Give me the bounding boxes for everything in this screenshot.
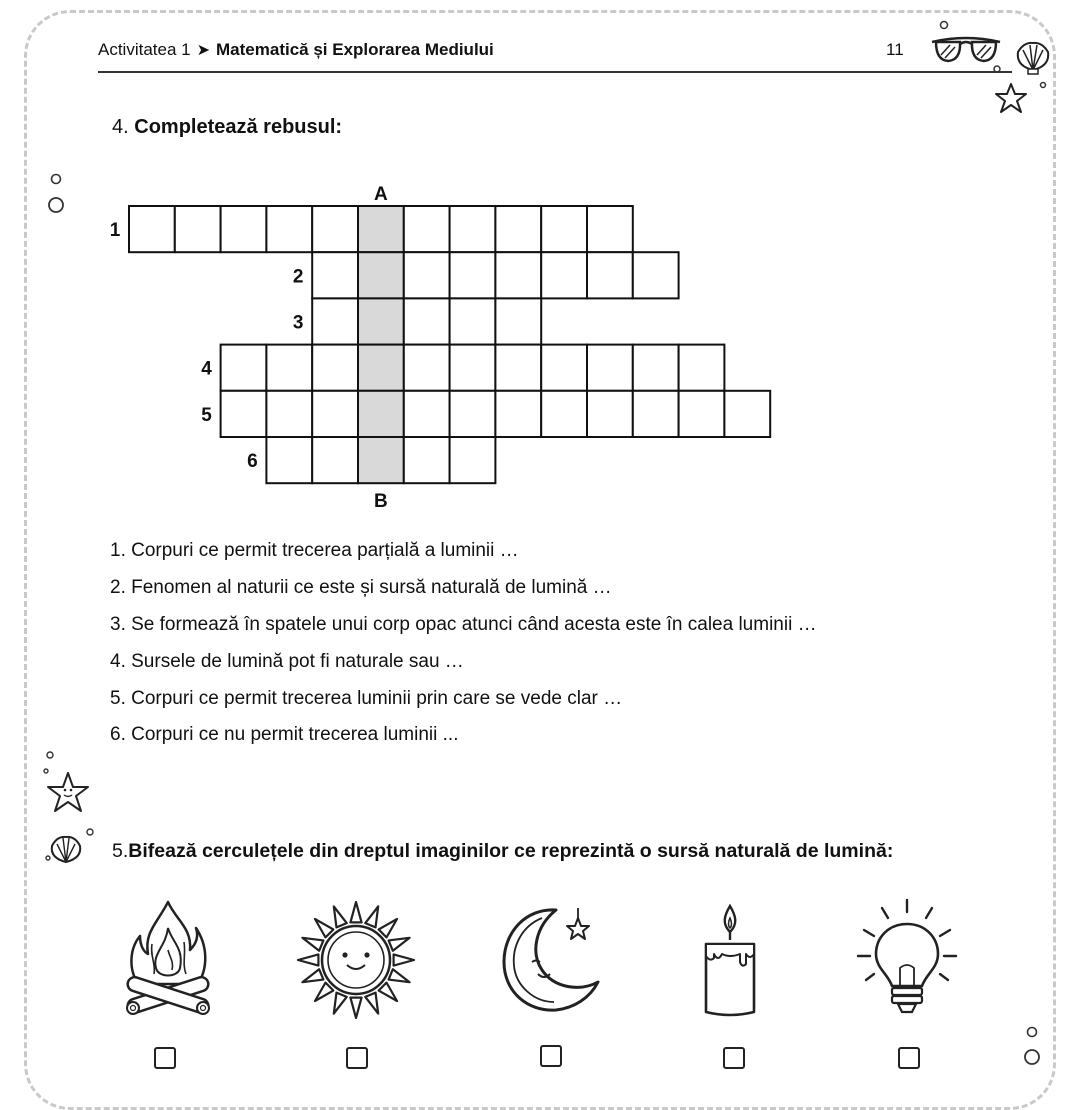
crossword-cell[interactable] — [312, 437, 358, 483]
crossword-cell[interactable] — [358, 437, 404, 483]
crossword-cell[interactable] — [495, 206, 541, 252]
crossword-cell[interactable] — [404, 252, 450, 298]
crossword-cell[interactable] — [587, 391, 633, 437]
crossword-cell[interactable] — [358, 252, 404, 298]
clue-2: 2. Fenomen al naturii ce este și sursă naturală de lumină … — [110, 577, 612, 598]
exercise-4-instruction: Completează rebusul: — [134, 116, 343, 138]
crossword-grid — [0, 0, 1080, 520]
arrow-right-icon: ➤ — [196, 42, 211, 59]
clue-6: 6. Corpuri ce nu permit trecerea luminii ... — [110, 724, 459, 745]
crossword-cell[interactable] — [633, 391, 679, 437]
crossword-cell[interactable] — [266, 206, 312, 252]
crossword-cell[interactable] — [175, 206, 221, 252]
crossword-cell[interactable] — [404, 345, 450, 391]
crossword-cell[interactable] — [312, 298, 358, 344]
crossword-cell[interactable] — [358, 345, 404, 391]
crossword-cell[interactable] — [221, 345, 267, 391]
crossword-cell[interactable] — [404, 206, 450, 252]
campfire-icon — [122, 898, 214, 1028]
moon-icon — [498, 904, 604, 1016]
exercise-5-heading — [112, 840, 893, 863]
crossword-cell[interactable] — [450, 391, 496, 437]
crossword-cell[interactable] — [312, 206, 358, 252]
crossword-cell[interactable] — [541, 252, 587, 298]
crossword-cell[interactable] — [541, 206, 587, 252]
crossword-cell[interactable] — [358, 206, 404, 252]
page-number: 11 — [886, 40, 904, 59]
crossword-cell[interactable] — [404, 437, 450, 483]
checkbox-light-bulb[interactable] — [898, 1047, 920, 1069]
crossword-cell[interactable] — [221, 391, 267, 437]
crossword-cell[interactable] — [312, 391, 358, 437]
crossword-cell[interactable] — [495, 252, 541, 298]
crossword-cell[interactable] — [404, 298, 450, 344]
crossword-cell[interactable] — [495, 298, 541, 344]
crossword-cell[interactable] — [312, 345, 358, 391]
crossword-cell[interactable] — [587, 345, 633, 391]
checkbox-campfire[interactable] — [154, 1047, 176, 1069]
crossword-row-number: 6 — [247, 451, 258, 473]
crossword-cell[interactable] — [312, 252, 358, 298]
checkbox-candle[interactable] — [723, 1047, 745, 1069]
crossword-cell[interactable] — [587, 206, 633, 252]
crossword-cell[interactable] — [679, 345, 725, 391]
candle-icon — [700, 900, 760, 1022]
crossword-cell[interactable] — [266, 345, 312, 391]
crossword-row-number: 2 — [292, 266, 304, 288]
crossword-cell[interactable] — [266, 437, 312, 483]
crossword-cell[interactable] — [221, 206, 267, 252]
activity-label: Activitatea 1 — [98, 40, 191, 59]
clue-5: 5. Corpuri ce permit trecerea luminii prin care se vede clar … — [110, 688, 623, 709]
sun-icon — [294, 898, 418, 1022]
crossword-cell[interactable] — [404, 391, 450, 437]
clue-3: 3. Se formează în spatele unui corp opac atunci când acesta este în calea luminii … — [110, 614, 817, 635]
exercise-5-instruction: Bifează cerculețele din dreptul imaginilor ce reprezintă o sursă naturală de lumină: — [128, 840, 894, 862]
crossword-cell[interactable] — [358, 391, 404, 437]
crossword-cell[interactable] — [679, 391, 725, 437]
crossword-cell[interactable] — [495, 391, 541, 437]
checkbox-sun[interactable] — [346, 1047, 368, 1069]
subject-title: Matematică și Explorarea Mediului — [216, 40, 494, 59]
crossword-cell[interactable] — [633, 252, 679, 298]
crossword-cell[interactable] — [450, 345, 496, 391]
crossword-row-number: 4 — [201, 358, 212, 380]
crossword-cell[interactable] — [541, 391, 587, 437]
crossword-cell[interactable] — [587, 252, 633, 298]
crossword-cell[interactable] — [129, 206, 175, 252]
exercise-4-number: 4. — [112, 116, 129, 138]
crossword-cell[interactable] — [450, 252, 496, 298]
crossword-cell[interactable] — [633, 345, 679, 391]
bubbles-right-icon — [1018, 1022, 1048, 1072]
clue-1: 1. Corpuri ce permit trecerea parțială a luminii … — [110, 540, 519, 561]
crossword-label-a: A — [374, 184, 388, 205]
crossword-cell[interactable] — [450, 298, 496, 344]
crossword-cell[interactable] — [450, 206, 496, 252]
crossword-row-number: 3 — [292, 312, 304, 334]
crossword-cell[interactable] — [266, 391, 312, 437]
crossword-row-number: 1 — [109, 220, 121, 242]
crossword-cell[interactable] — [450, 437, 496, 483]
clue-4: 4. Sursele de lumină pot fi naturale sau … — [110, 651, 464, 672]
crossword-cell[interactable] — [358, 298, 404, 344]
starfish-left-icon — [36, 745, 100, 825]
exercise-5-number: 5. — [112, 840, 129, 862]
light-bulb-icon — [852, 896, 962, 1020]
checkbox-moon[interactable] — [540, 1045, 562, 1067]
crossword-label-b: B — [374, 491, 388, 513]
crossword-cell[interactable] — [724, 391, 770, 437]
crossword-row-number: 5 — [201, 404, 212, 426]
crossword-cell[interactable] — [495, 345, 541, 391]
crossword-cell[interactable] — [541, 345, 587, 391]
seashell-left-icon — [42, 826, 98, 870]
